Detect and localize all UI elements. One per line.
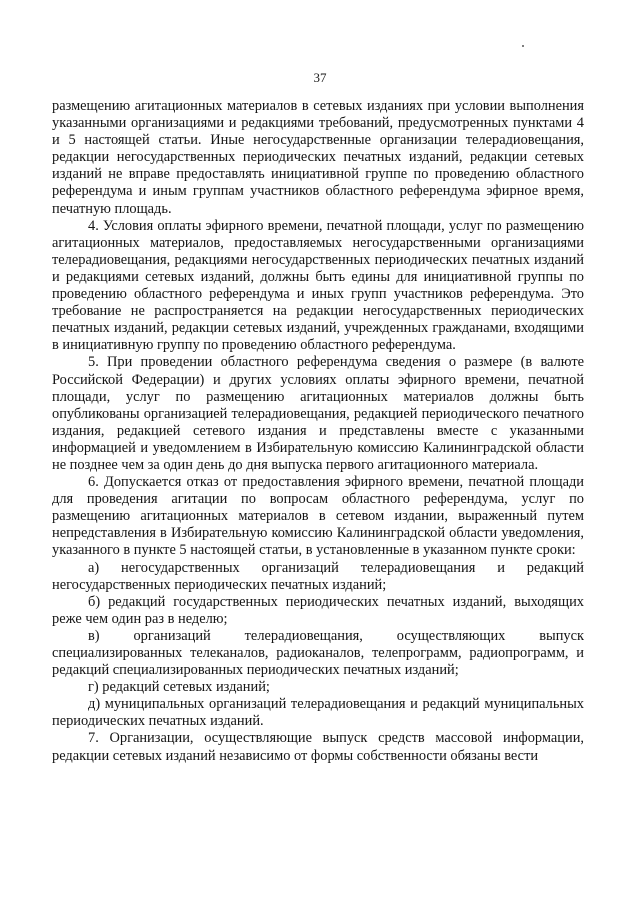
paragraph-continuation: размещению агитационных материалов в сетевых изданиях при условии выполнения указанными организациями и редакциями требований, предусмотренных пунктами 4 и 5 настоящей статьи. Иные негосударственные организации телерадиовещания, редакции негосударственных периодических печатных изданий, редакции сетевых изданий не вправе предоставлять инициативной группе по проведению областного референдума и иным группам участников областного референдума эфирное время, печатную площадь.	[52, 98, 584, 217]
subitem-b: б) редакций государственных периодических печатных изданий, выходящих реже чем один раз в неделю;	[52, 593, 584, 627]
page-number: 37	[313, 70, 327, 85]
paragraph-item-4: 4. Условия оплаты эфирного времени, печатной площади, услуг по размещению агитационных материалов, предоставляемых негосударственными организациями телерадиовещания, редакциями негосударственных периодических печатных изданий и редакциями сетевых изданий, должны быть едины для инициативной группы по проведению областного референдума и иных групп участников референдума. Это требование не распространяется на редакции негосударственных периодических печатных изданий, редакции сетевых изданий, учрежденных гражданами, входящими в инициативную группу по проведению областного референдума.	[52, 217, 584, 354]
paragraph-item-7: 7. Организации, осуществляющие выпуск средств массовой информации, редакции сетевых изданий независимо от формы собственности обязаны вести	[52, 730, 584, 764]
subitem-g: г) редакций сетевых изданий;	[88, 679, 270, 696]
subitem-d: д) муниципальных организаций телерадиовещания и редакций муниципальных периодических печатных изданий.	[52, 696, 584, 730]
paragraph-item-5: 5. При проведении областного референдума сведения о размере (в валюте Российской Федерации) и других условиях оплаты эфирного времени, печатной площади, услуг по размещению агитационных материалов должны быть опубликованы организацией телерадиовещания, редакцией периодического печатного издания, редакцией сетевого издания и представлены вместе с указанными информацией и уведомлением в Избирательную комиссию Калининградской области не позднее чем за один день до дня выпуска первого агитационного материала.	[52, 354, 584, 473]
scan-speck	[522, 45, 524, 47]
paragraph-item-6: 6. Допускается отказ от предоставления эфирного времени, печатной площади для проведения агитации по вопросам областного референдума, услуг по размещению агитационных материалов в сетевом издании, выраженный путем непредставления в Избирательную комиссию Калининградской области уведомления, указанного в пункте 5 настоящей статьи, в установленные в указанном пункте сроки:	[52, 474, 584, 559]
document-body	[52, 98, 584, 765]
subitem-v: в) организаций телерадиовещания, осуществляющих выпуск специализированных телеканалов, радиоканалов, телепрограмм, радиопрограмм, и редакций специализированных периодических печатных изданий;	[52, 627, 584, 679]
subitem-a: а) негосударственных организаций телерадиовещания и редакций негосударственных периодических печатных изданий;	[52, 559, 584, 593]
